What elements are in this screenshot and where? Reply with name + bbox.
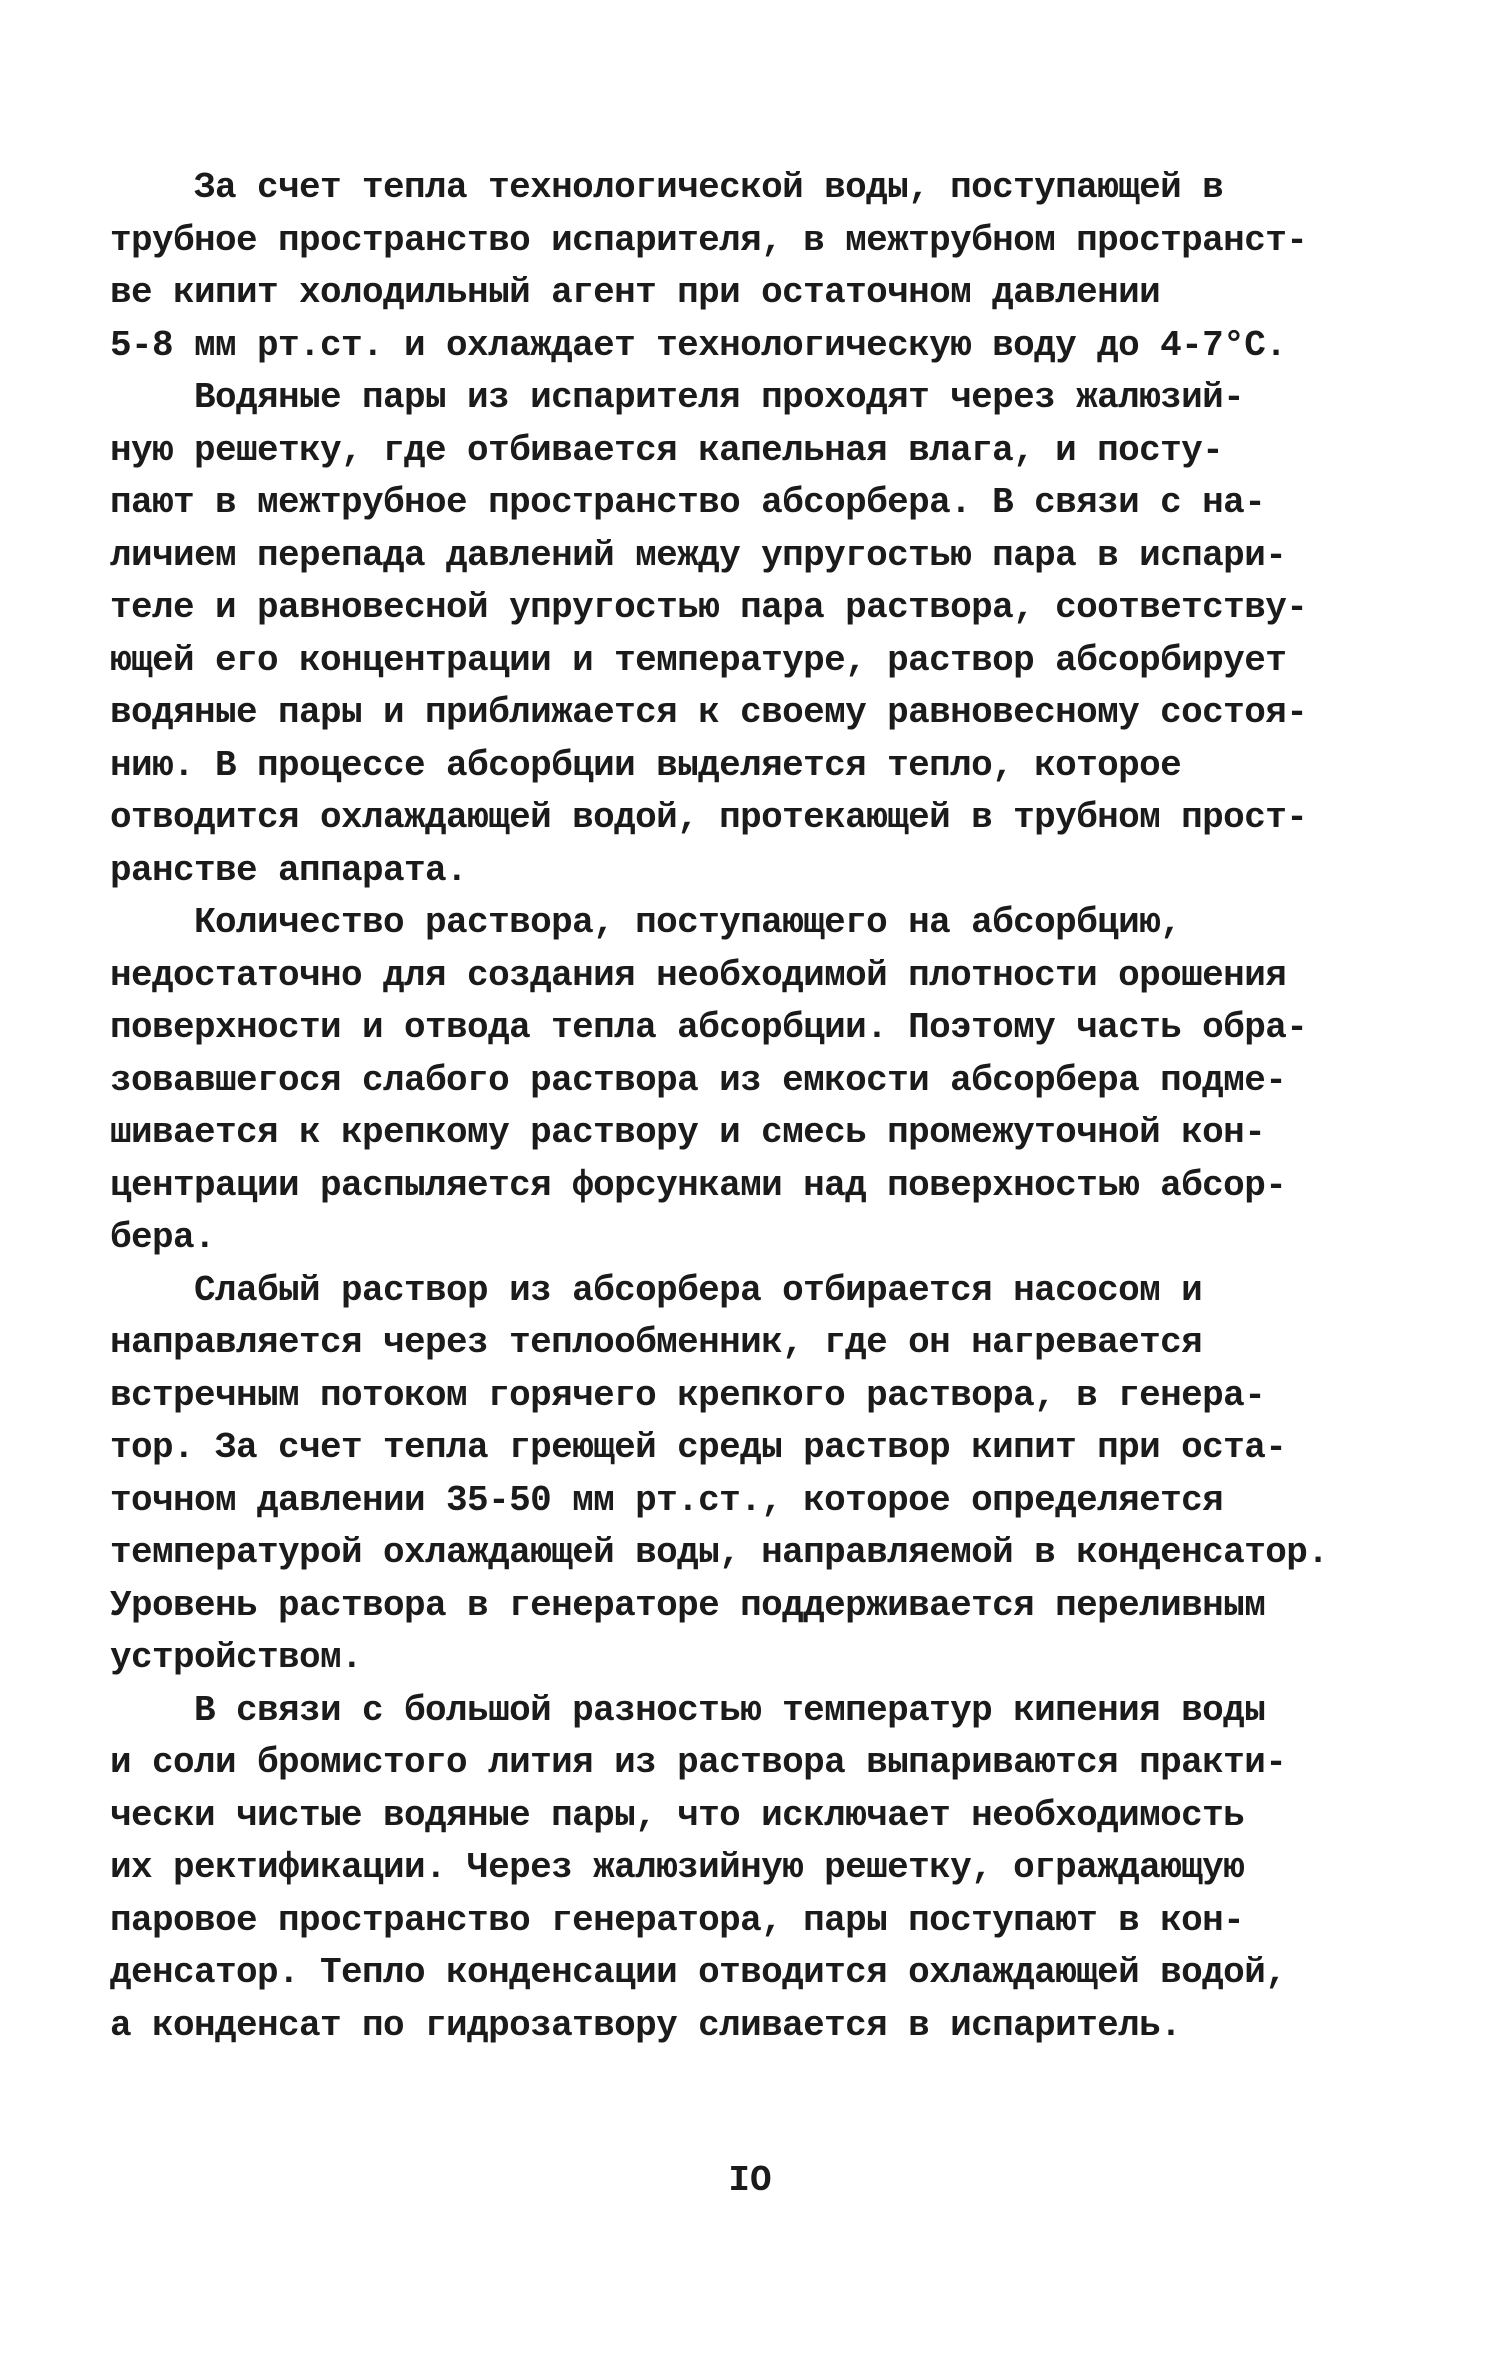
text-line: 5-8 мм рт.ст. и охлаждает технологическую воду до 4-7°С. <box>110 324 1287 366</box>
text-line: нию. В процессе абсорбции выделяется тепло, которое <box>110 744 1182 786</box>
text-line: недостаточно для создания необходимой плотности орошения <box>110 954 1287 996</box>
text-line: трубное пространство испарителя, в межтрубном пространст- <box>110 219 1308 261</box>
text-line: денсатор. Тепло конденсации отводится охлаждающей водой, <box>110 1952 1287 1993</box>
text-line: их ректификации. Через жалюзийную решетку, ограждающую <box>110 1847 1245 1888</box>
text-line: Количество раствора, поступающего на абсорбцию, <box>110 902 1182 943</box>
text-line: направляется через теплообменник, где он нагревается <box>110 1322 1203 1363</box>
text-line: личием перепада давлений между упругостью пара в испари- <box>110 534 1287 576</box>
text-line: ранстве аппарата. <box>110 849 468 891</box>
text-line: пают в межтрубное пространство абсорбера. В связи с на- <box>110 482 1266 523</box>
text-line: За счет тепла технологической воды, поступающей в <box>110 167 1224 208</box>
text-line: Слабый раствор из абсорбера отбирается насосом и <box>110 1269 1203 1311</box>
text-line: ную решетку, где отбивается капельная влага, и посту- <box>110 429 1224 471</box>
text-line: температурой охлаждающей воды, направляемой в конденсатор. <box>110 1532 1329 1573</box>
text-line: Уровень раствора в генераторе поддерживается переливным <box>110 1584 1266 1626</box>
text-line: ющей его концентрации и температуре, раствор абсорбирует <box>110 639 1287 681</box>
text-line: точном давлении 35-50 мм рт.ст., которое определяется <box>110 1479 1224 1521</box>
text-line: ве кипит холодильный агент при остаточном давлении <box>110 272 1161 313</box>
page-number: IO <box>728 2160 772 2201</box>
text-line: устройством. <box>110 1637 363 1678</box>
text-line: паровое пространство генератора, пары поступают в кон- <box>110 1899 1245 1941</box>
text-line: шивается к крепкому раствору и смесь промежуточной кон- <box>110 1112 1266 1153</box>
text-line: бера. <box>110 1217 216 1258</box>
text-line: теле и равновесной упругостью пара раствора, соответству- <box>110 587 1308 628</box>
text-line: зовавшегося слабого раствора из емкости абсорбера подме- <box>110 1059 1287 1101</box>
text-line: водяные пары и приближается к своему равновесному состоя- <box>110 692 1308 733</box>
text-line: В связи с большой разностью температур кипения воды <box>110 1689 1266 1731</box>
text-line: отводится охлаждающей водой, протекающей в трубном прост- <box>110 797 1308 838</box>
text-line: центрации распыляется форсунками над поверхностью абсор- <box>110 1164 1287 1206</box>
text-line: встречным потоком горячего крепкого раствора, в генера- <box>110 1374 1266 1416</box>
text-line: и соли бромистого лития из раствора выпариваются практи- <box>110 1742 1287 1783</box>
text-line: а конденсат по гидрозатвору сливается в испаритель. <box>110 2004 1182 2046</box>
text-line: Водяные пары из испарителя проходят через жалюзий- <box>110 377 1245 418</box>
text-line: тор. За счет тепла греющей среды раствор кипит при оста- <box>110 1427 1287 1468</box>
document-body <box>110 162 1400 2052</box>
text-line: поверхности и отвода тепла абсорбции. Поэтому часть обра- <box>110 1007 1308 1048</box>
text-line: чески чистые водяные пары, что исключает необходимость <box>110 1794 1245 1836</box>
